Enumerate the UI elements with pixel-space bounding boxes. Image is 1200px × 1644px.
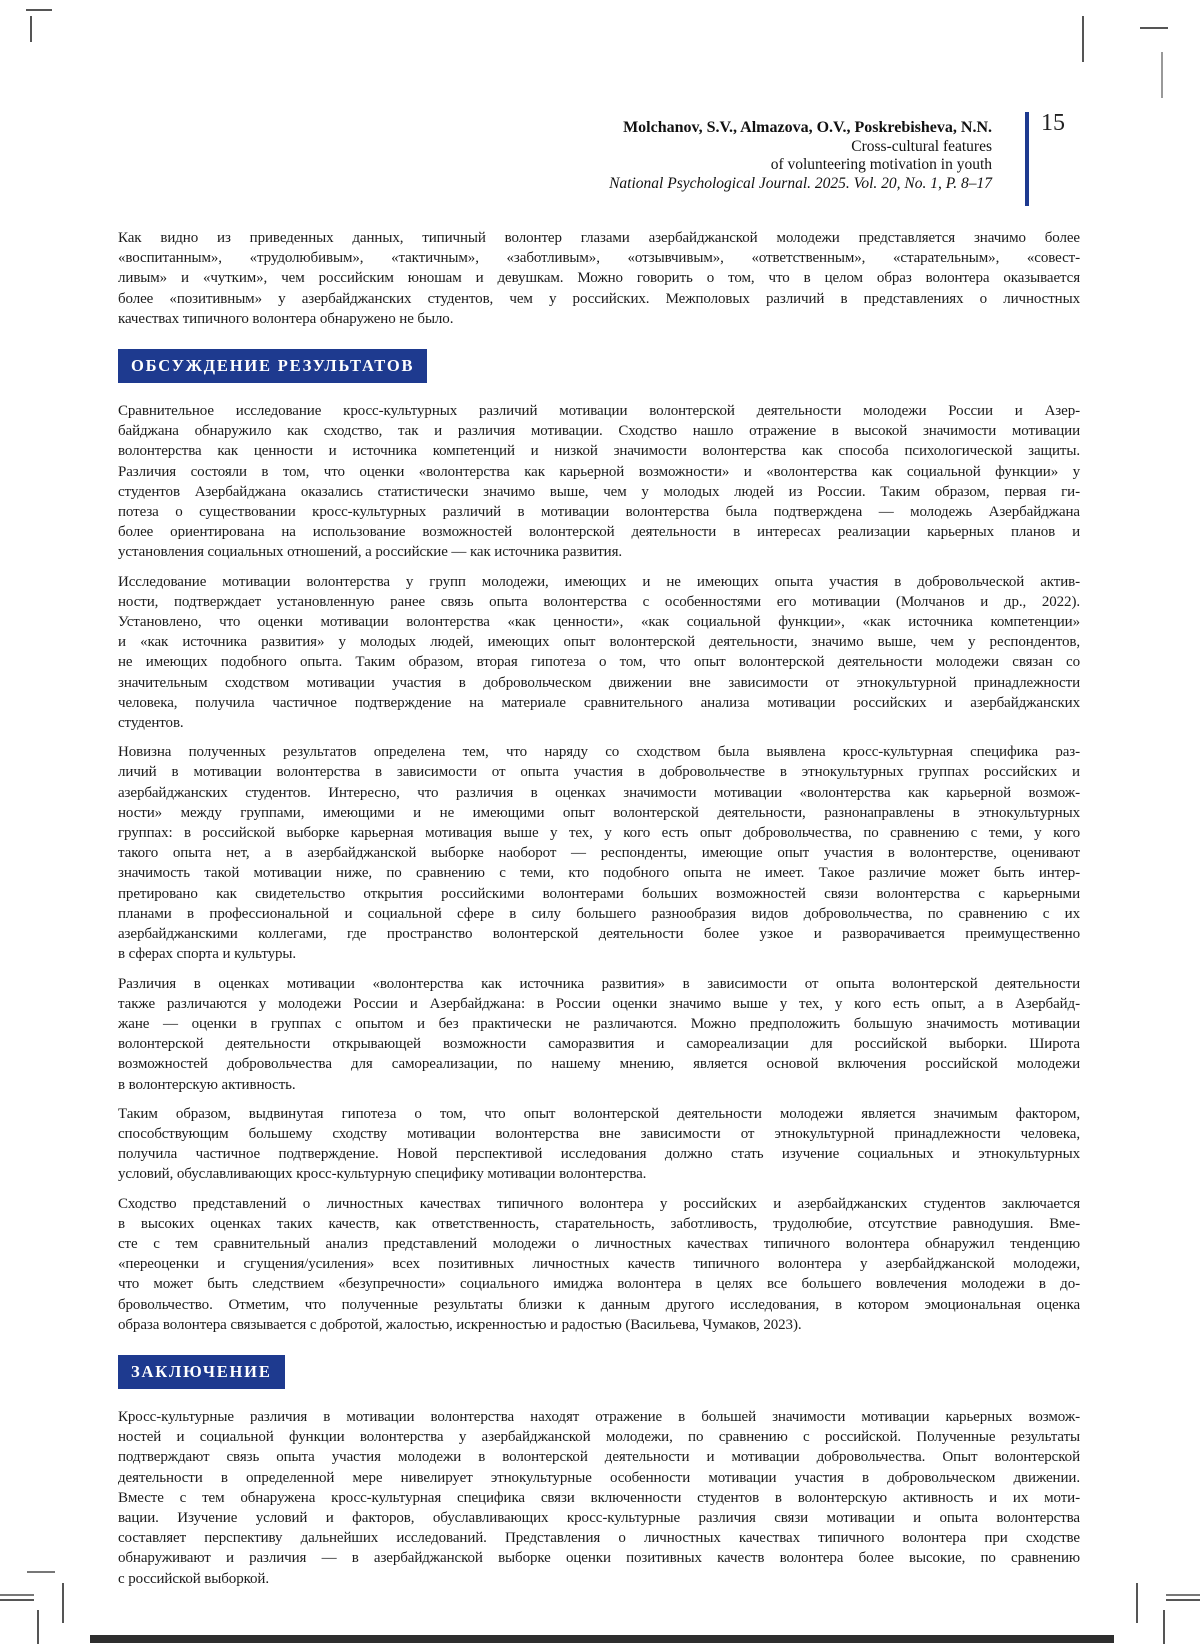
text-line: в высоких оценках таких качеств, как ответственность, старательность, заботливость, трудолюбие, отсутствие равнодушия. Вме- bbox=[118, 1215, 1080, 1232]
text-line: с российской выборкой. bbox=[118, 1570, 270, 1587]
crop-mark bbox=[1082, 16, 1084, 62]
crop-mark bbox=[1166, 1599, 1200, 1601]
discussion-paragraph bbox=[118, 742, 1080, 964]
discussion-paragraph bbox=[118, 401, 1080, 563]
text-line: Кросс-культурные различия в мотивации волонтерства находят отражение в большей значимости мотивации карьерных возмож- bbox=[118, 1408, 1080, 1425]
text-line: и «как источника развития» у молодых людей, имеющих опыт волонтерской деятельности, значимо выше, чем у респондентов, bbox=[118, 634, 1080, 651]
page-edge-bar bbox=[90, 1635, 1114, 1643]
intro-paragraph bbox=[118, 228, 1080, 329]
text-line: Сходство представлений о личностных качествах типичного волонтера у российских и азербайджанских студентов заключается bbox=[118, 1195, 1080, 1212]
crop-mark bbox=[1166, 1594, 1200, 1596]
text-line: более «позитивным» у азербайджанских студентов, чем у российских. Межполовых различий в представлениях о личностных bbox=[118, 290, 1080, 307]
text-line: группах: в российской выборке карьерная мотивация выше у тех, у кого есть опыт добровольчества, по сравнению с теми, у кого bbox=[118, 825, 1080, 842]
header-title-line1: Cross-cultural features bbox=[851, 137, 992, 155]
crop-mark bbox=[30, 16, 32, 42]
text-line: значимость такой мотивации ниже, по сравнению с теми, кто подобного опыта не имеет. Такое различие может быть интер- bbox=[118, 865, 1080, 882]
page-number: 15 bbox=[1041, 110, 1065, 136]
crop-mark bbox=[62, 1583, 64, 1623]
conclusion-paragraph bbox=[118, 1407, 1080, 1589]
text-line: вации. Изучение условий и факторов, обуславливающих кросс-культурные различия связи мотивации и опыта волонтерства bbox=[118, 1509, 1080, 1526]
section-heading-conclusion: ЗАКЛЮЧЕНИЕ bbox=[118, 1355, 285, 1389]
text-line: Вместе с тем обнаружена кросс-культурная специфика связи включенности студентов в волонтерскую активность и их моти- bbox=[118, 1489, 1080, 1506]
crop-mark bbox=[1136, 1583, 1138, 1623]
text-line: потеза о существовании кросс-культурных различий в мотивации волонтерства была подтверждена — молодежь Азербайджана bbox=[118, 504, 1080, 521]
text-line: ностей и социальной функции волонтерства у азербайджанской молодежи, по сравнению с российской. Полученные результаты bbox=[118, 1429, 1080, 1446]
text-line: в волонтерскую активность. bbox=[118, 1076, 296, 1093]
crop-mark bbox=[1140, 27, 1168, 29]
running-head bbox=[609, 119, 992, 193]
text-line: личий в мотивации волонтерства в зависимости от опыта участия в добровольчестве в этнокультурных группах российских и bbox=[118, 764, 1080, 781]
text-line: планами в профессиональной и социальной сфере в силу большего разнообразия видов добровольчества, по сравнению с их bbox=[118, 905, 1080, 922]
text-line: также различаются у молодежи России и Азербайджана: в России оценки значимо выше у тех, у кого есть опыт, а в Азербайд- bbox=[118, 995, 1080, 1012]
text-line: Исследование мотивации волонтерства у групп молодежи, имеющих и не имеющих опыта участия в добровольческой актив- bbox=[118, 573, 1080, 590]
text-line: Сравнительное исследование кросс-культурных различий мотивации волонтерской деятельности молодежи России и Азер- bbox=[118, 403, 1080, 420]
text-line: Различия состояли в том, что оценки «волонтерства как карьерной возможности» и «волонтерства как социальной функции» у bbox=[118, 463, 1080, 480]
crop-mark bbox=[1163, 1610, 1165, 1644]
text-line: студентов. bbox=[118, 715, 184, 732]
discussion-paragraph bbox=[118, 1104, 1080, 1185]
discussion-paragraph bbox=[118, 572, 1080, 734]
text-line: обнаруживают и различия — в азербайджанской выборке оценки позитивных качеств волонтера более высокие, по сравнению bbox=[118, 1550, 1080, 1567]
crop-mark bbox=[26, 9, 52, 11]
text-line: Различия в оценках мотивации «волонтерства как источника развития» в зависимости от опыта волонтерской деятельности bbox=[118, 975, 1080, 992]
crop-mark bbox=[0, 1599, 34, 1601]
text-line: байджана обнаружило как сходство, так и различия мотивации. Сходство нашло отражение в высокой значимости мотивации bbox=[118, 423, 1080, 440]
header-journal-ref: National Psychological Journal. 2025. Vol. 20, No. 1, P. 8–17 bbox=[609, 174, 992, 192]
header-divider-bar bbox=[1025, 112, 1029, 206]
text-line: значительным сходством мотивации участия в добровольческом движении вне зависимости от этнокультурной принадлежности bbox=[118, 674, 1080, 691]
text-line: в сферах спорта и культуры. bbox=[118, 946, 297, 963]
header-authors: Molchanov, S.V., Almazova, O.V., Poskrebisheva, N.N. bbox=[623, 119, 992, 136]
text-line: человека, получила частичное подтверждение на материале сравнительного анализа мотивации российских и азербайджанских bbox=[118, 694, 1080, 711]
discussion-paragraph bbox=[118, 1194, 1080, 1335]
text-line: составляет перспективу дальнейших исследований. Представления о личностных качествах типичного волонтера при сходстве bbox=[118, 1530, 1080, 1547]
section-heading-discussion: ОБСУЖДЕНИЕ РЕЗУЛЬТАТОВ bbox=[118, 349, 427, 383]
crop-mark bbox=[1161, 52, 1163, 98]
text-line: подтверждают связь опыта участия молодежи в волонтерской деятельности и мотивации добровольчества. Опыт волонтерской bbox=[118, 1449, 1080, 1466]
text-line: сте с тем сравнительный анализ представлений молодежи о личностных качествах типичного волонтера обнаружил тенденцию bbox=[118, 1235, 1080, 1252]
text-line: условий, обуславливающих кросс-культурную специфику мотивации волонтерства. bbox=[118, 1166, 647, 1183]
text-line: азербайджанскими коллегами, где пространство волонтерской деятельности более узкое и разворачивается преимущественно bbox=[118, 926, 1080, 943]
article-body bbox=[118, 228, 1080, 1598]
text-line: азербайджанских студентов. Интересно, что различия в оценках значимости мотивации «волонтерства как карьерной возмож- bbox=[118, 784, 1080, 801]
text-line: Новизна полученных результатов определена тем, что наряду со сходством была выявлена кросс-культурная специфика раз- bbox=[118, 744, 1080, 761]
text-line: ности, подтверждает установленную ранее связь опыта волонтерства с особенностями его мотивации (Молчанов и др., 2022). bbox=[118, 593, 1080, 610]
text-line: «воспитанным», «трудолюбивым», «тактичным», «заботливым», «отзывчивым», «ответственным», «старательным», «совест- bbox=[118, 250, 1080, 267]
header-title-line2: of volunteering motivation in youth bbox=[770, 156, 992, 174]
text-line: студентов Азербайджана оказались статистически значимо выше, чем у молодых людей из России. Таким образом, первая ги- bbox=[118, 483, 1080, 500]
text-line: возможностей добровольчества для самореализации, по нашему мнению, является основой включения российской молодежи bbox=[118, 1056, 1080, 1073]
text-line: не имеющих подобного опыта. Таким образом, вторая гипотеза о том, что опыт волонтерской деятельности молодежи связан со bbox=[118, 654, 1080, 671]
text-line: бровольчество. Отметим, что полученные результаты близки к данным другого исследования, в котором эмоциональная оценка bbox=[118, 1296, 1080, 1313]
text-line: ливым» и «чутким», чем российским юношам и девушкам. Можно говорить о том, что в целом образ волонтера оказывается bbox=[118, 270, 1080, 287]
text-line: «переоценки и сгущения/усиления» всех позитивных личностных качеств типичного волонтера у азербайджанской молодежи, bbox=[118, 1256, 1080, 1273]
crop-mark bbox=[0, 1594, 34, 1596]
crop-mark bbox=[37, 1610, 39, 1644]
text-line: Установлено, что оценки мотивации волонтерства «как ценности», «как социальной функции», «как источника компетенции» bbox=[118, 614, 1080, 631]
text-line: жане — оценки в группах с опытом и без практически не различаются. Можно предположить большую значимость мотивации bbox=[118, 1015, 1080, 1032]
text-line: претировано как свидетельство открытия российскими волонтерами больших возможностей связи волонтерства с карьерными bbox=[118, 885, 1080, 902]
text-line: способствующим большему сходству мотивации волонтерства вне зависимости от этнокультурной принадлежности человека, bbox=[118, 1125, 1080, 1142]
text-line: волонтерской деятельности открывающей возможности саморазвития и самореализации для российской выборки. Широта bbox=[118, 1036, 1080, 1053]
text-line: образа волонтера связывается с добротой, жалостью, искренностью и радостью (Васильева, Чумаков, 2023). bbox=[118, 1316, 802, 1333]
text-line: что может быть следствием «безупречности» социального имиджа волонтера в целях все большего вовлечения молодежи в до- bbox=[118, 1276, 1080, 1293]
text-line: такого опыта нет, а в азербайджанской выборке наоборот — респонденты, имеющие опыт участия в волонтерстве, оценивают bbox=[118, 845, 1080, 862]
text-line: получила частичное подтверждение. Новой перспективой исследования должно стать изучение социальных и этнокультурных bbox=[118, 1146, 1080, 1163]
text-line: более ориентирована на использование возможностей волонтерской деятельности в интересах реализации карьерных планов и bbox=[118, 524, 1080, 541]
text-line: установления социальных отношений, а российские — как источника развития. bbox=[118, 544, 623, 561]
text-line: качествах типичного волонтера обнаружено не было. bbox=[118, 310, 454, 327]
crop-mark bbox=[27, 1571, 55, 1573]
text-line: волонтерства как ценности и источника компетенций и низкой значимости волонтерства как способа психологической защиты. bbox=[118, 443, 1080, 460]
text-line: Как видно из приведенных данных, типичный волонтер глазами азербайджанской молодежи представляется значимо более bbox=[118, 230, 1080, 246]
text-line: деятельности в определенной мере нивелирует этнокультурные особенности мотивации участия в добровольческом движении. bbox=[118, 1469, 1080, 1486]
text-line: ности» между группами, имеющими и не имеющими опыт волонтерской деятельности, разнонаправлены в этнокультурных bbox=[118, 804, 1080, 821]
text-line: Таким образом, выдвинутая гипотеза о том, что опыт волонтерской деятельности молодежи является значимым фактором, bbox=[118, 1105, 1080, 1122]
discussion-paragraph bbox=[118, 974, 1080, 1095]
